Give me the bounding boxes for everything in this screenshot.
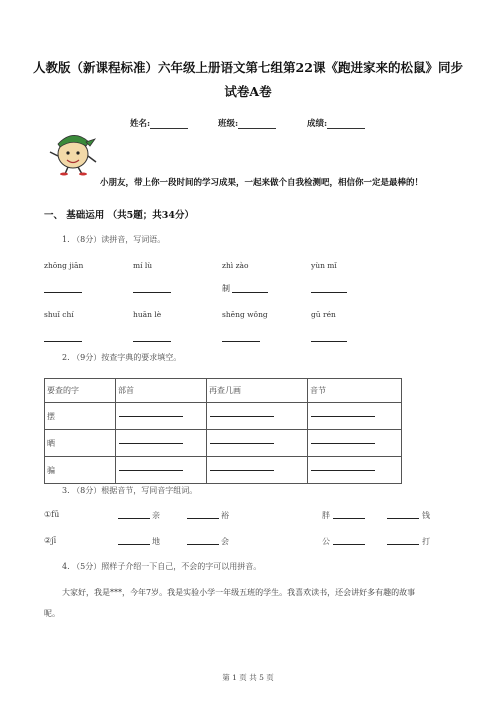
answer-blank[interactable] [333,518,365,519]
answer-blank[interactable] [133,292,171,293]
answer-blank[interactable] [333,544,365,545]
pinyin-3: zhì zào [222,261,249,270]
word-char: 会 [221,537,229,546]
table-cell[interactable] [207,430,308,457]
table-header: 再查几画 [207,379,308,403]
table-cell[interactable] [116,430,207,457]
table-cell[interactable] [116,403,207,430]
pinyin-2: mí lù [133,261,153,270]
document-title-line1: 人教版（新课程标准）六年级上册语文第七组第22课《跑进家来的松鼠》同步 [33,60,463,75]
table-cell[interactable] [308,430,402,457]
table-cell[interactable] [207,403,308,430]
name-blank[interactable] [150,119,188,129]
question-1-heading: 1. （8分）读拼音，写词语。 [62,235,166,244]
page-footer: 第 1 页 共 5 页 [222,673,274,682]
word-char: 地 [152,537,160,546]
question-4-heading: 4. （5分）照样子介绍一下自己，不会的字可以用拼音。 [62,562,262,571]
name-field [130,117,188,129]
table-row [45,457,402,484]
answer-blank[interactable] [133,341,171,342]
dictionary-table [44,378,402,484]
table-header: 音节 [308,379,402,403]
prefix-char: 制 [222,284,230,293]
answer-blank[interactable] [44,341,82,342]
pinyin-6: huān lè [133,310,162,319]
pinyin-5: shuǐ chí [44,310,74,319]
answer-blank[interactable] [222,341,260,342]
word-char: 打 [422,537,430,546]
table-cell-char: 晒 [45,430,116,457]
document-title-line2: 试卷A卷 [224,84,272,99]
table-cell[interactable] [308,457,402,484]
example-paragraph: 大家好，我是***，今年7岁。我是实验小学一年级五班的学生。我喜欢读书，还会讲好多有趣的故事 [62,588,416,597]
pinyin-4: yùn mǐ [311,261,337,270]
answer-blank[interactable] [387,518,419,519]
answer-blank[interactable] [118,518,150,519]
score-blank[interactable] [327,119,365,129]
answer-blank[interactable] [232,292,268,293]
word-char: 钱 [422,511,430,520]
table-cell-char: 摆 [45,403,116,430]
answer-blank[interactable] [311,341,347,342]
question-2-heading: 2. （9分）按查字典的要求填空。 [62,353,182,362]
table-row [45,403,402,430]
class-field [218,117,276,129]
pinyin-8: gū rén [311,310,336,319]
syllable-label: ①fū [44,510,60,519]
table-cell[interactable] [116,457,207,484]
word-char: 胖 [322,511,330,520]
mascot-illustration-icon [46,126,100,176]
pinyin-7: shēng wǒng [222,310,268,319]
example-paragraph-end: 呢。 [44,609,60,618]
class-blank[interactable] [238,119,276,129]
word-char: 裕 [221,511,229,520]
table-row [45,430,402,457]
answer-blank[interactable] [311,292,347,293]
class-label: 班级: [218,119,239,129]
answer-blank[interactable] [387,544,419,545]
score-label: 成绩: [307,119,328,129]
section-heading: 一、 基础运用 （共5题；共34分） [44,210,194,221]
word-char: 亲 [152,511,160,520]
table-header: 要查的字 [45,379,116,403]
word-char: 公 [322,537,330,546]
question-3-heading: 3. （8分）根据音节，写同音字组词。 [62,486,198,495]
answer-blank[interactable] [118,544,150,545]
answer-blank[interactable] [187,544,219,545]
table-cell[interactable] [207,457,308,484]
greeting-text: 小朋友，带上你一段时间的学习成果，一起来做个自我检测吧，相信你一定是最棒的！ [100,178,424,188]
name-label: 姓名: [130,119,151,129]
score-field [307,117,365,129]
table-header: 部首 [116,379,207,403]
syllable-label: ②jī [44,536,57,545]
pinyin-1: zhōng jiān [44,261,84,270]
answer-blank[interactable] [187,518,219,519]
answer-blank[interactable] [44,292,82,293]
table-cell-char: 骗 [45,457,116,484]
table-cell[interactable] [308,403,402,430]
